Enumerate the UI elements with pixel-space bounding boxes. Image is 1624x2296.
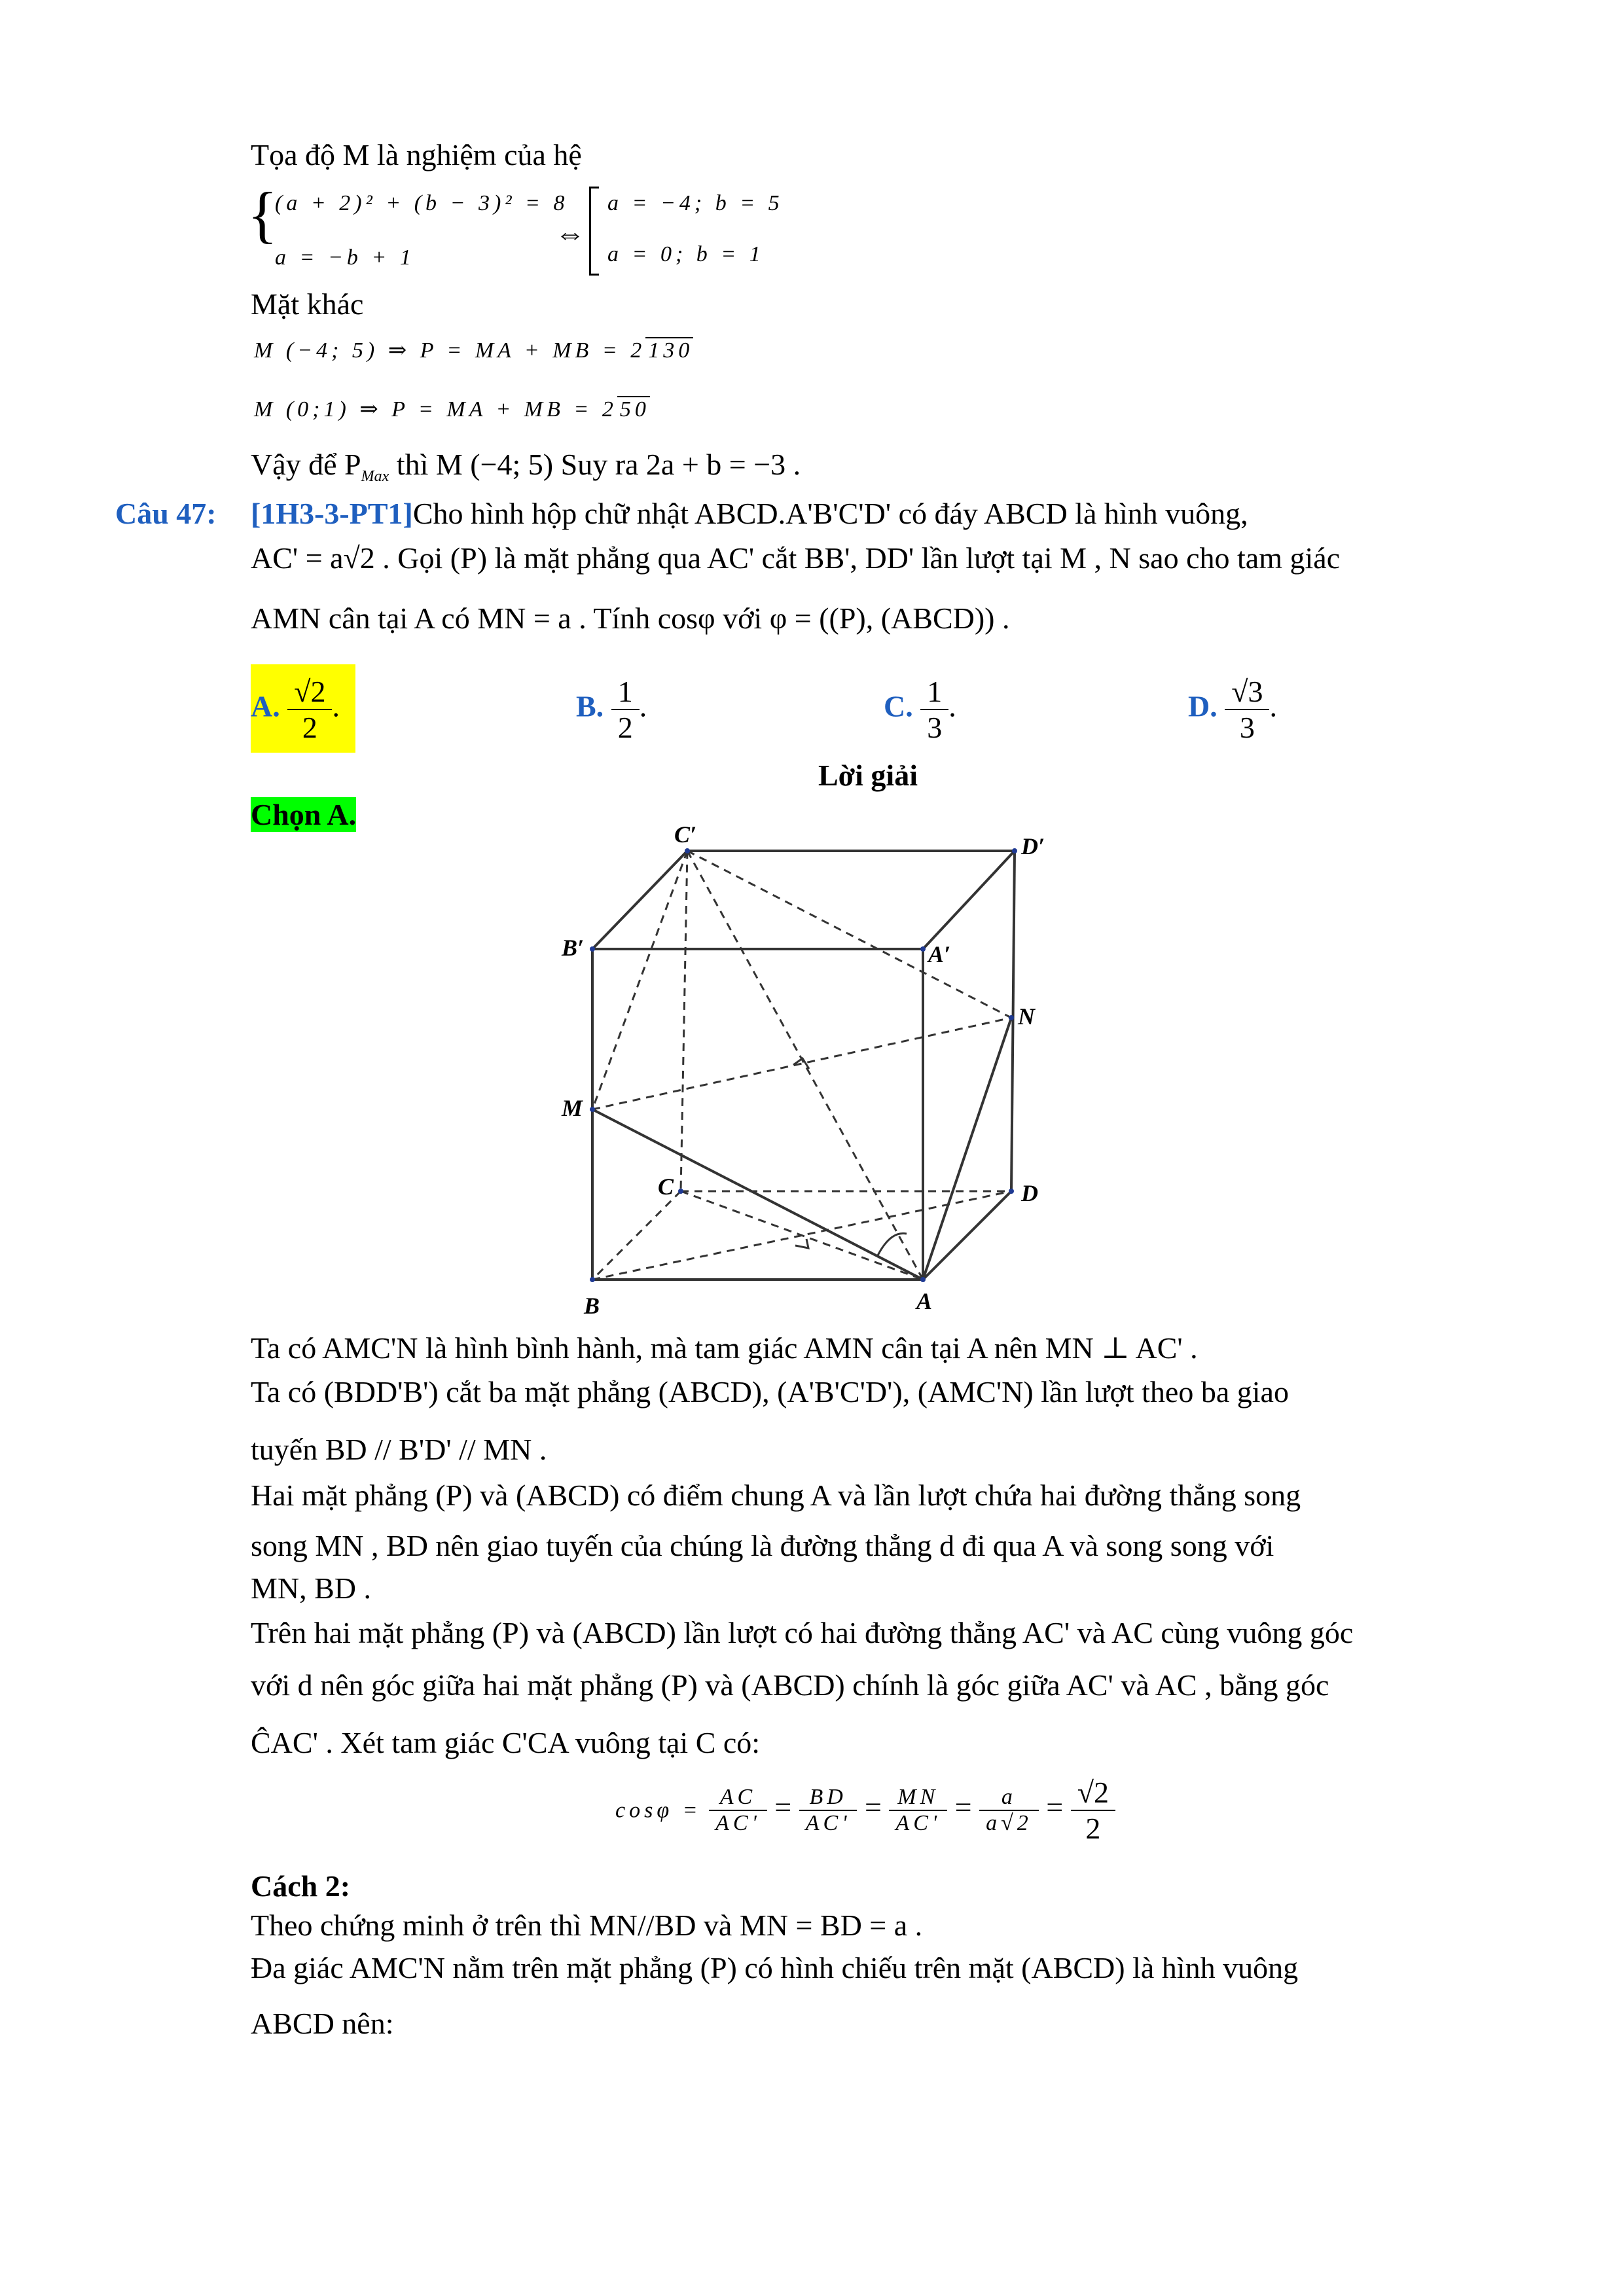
solution-1: a = −4; b = 5 bbox=[607, 191, 784, 215]
chosen-answer: Chọn A. bbox=[251, 798, 357, 831]
question-line-3: AMN cân tại A có MN = a . Tính cosφ với φ = ((P), (ABCD)) . bbox=[251, 601, 1010, 635]
mat-khac: Mặt khác bbox=[251, 287, 364, 321]
body-p4b: với d nên góc giữa hai mặt phẳng (P) và (ABCD) chính là góc giữa AC' và AC , bằng góc bbox=[251, 1668, 1329, 1702]
label-n: N bbox=[1018, 1003, 1035, 1030]
answer-c[interactable]: C. $\frac{1}{3}$ . bbox=[884, 675, 956, 744]
case-m1: M (−4; 5) ⇒ P = MA + MB = 2 130 bbox=[254, 338, 694, 363]
label-b-prime: B′ bbox=[562, 935, 585, 961]
label-a-prime: A′ bbox=[928, 941, 951, 967]
system-eq1: (a + 2)² + (b − 3)² = 8 bbox=[275, 191, 569, 215]
method-2-line-1: Theo chứng minh ở trên thì MN//BD và MN = BD = a . bbox=[251, 1909, 923, 1942]
method-2-line-2: Đa giác AMC'N nằm trên mặt phẳng (P) có hình chiếu trên mặt (ABCD) là hình vuông bbox=[251, 1951, 1299, 1984]
label-c: C bbox=[658, 1174, 674, 1200]
method-2-title: Cách 2: bbox=[251, 1869, 351, 1903]
question-line-2: AC' = a√2 . Gọi (P) là mặt phẳng qua AC' cắt BB', DD' lần lượt tại M , N sao cho tam giác bbox=[251, 541, 1341, 575]
cos-formula: cosφ = $\frac{AC}{AC'}$ = $\frac{BD}{AC'}$ = $\frac{MN}{AC'}$ = $\frac{a}{a√2}$ = $\frac{√2}{2}$ bbox=[615, 1775, 1115, 1846]
system-brace: { bbox=[247, 179, 278, 249]
body-p3b: song MN , BD nên giao tuyến của chúng là đường thẳng d đi qua A và song song với bbox=[251, 1529, 1274, 1562]
body-p1: Ta có AMC'N là hình bình hành, mà tam giác AMN cân tại A nên MN ⊥ AC' . bbox=[251, 1331, 1198, 1365]
answer-d[interactable]: D. $\frac{√3}{3}$ . bbox=[1188, 675, 1277, 744]
method-2-line-3: ABCD nên: bbox=[251, 2007, 394, 2040]
system-eq2: a = −b + 1 bbox=[275, 245, 415, 270]
question-label: Câu 47: bbox=[115, 497, 217, 530]
label-d: D bbox=[1021, 1180, 1038, 1206]
intro-line: Tọa độ M là nghiệm của hệ bbox=[251, 138, 582, 171]
case-m2: M (0;1) ⇒ P = MA + MB = 2 50 bbox=[254, 397, 650, 422]
body-p2a: Ta có (BDD'B') cắt ba mặt phẳng (ABCD), (A'B'C'D'), (AMC'N) lần lượt theo ba giao bbox=[251, 1375, 1289, 1408]
question-line-1: [1H3-3-PT1]Cho hình hộp chữ nhật ABCD.A'B'C'D' có đáy ABCD là hình vuông, bbox=[251, 497, 1248, 530]
solution-title: Lời giải bbox=[818, 759, 918, 792]
conclusion-line: Vậy để $P_{Max}$ thì M (−4; 5) Suy ra 2a + b = −3 . bbox=[251, 448, 801, 486]
answer-a[interactable]: A. $\frac{√2}{2}$ . bbox=[251, 675, 340, 744]
answer-b[interactable]: B. $\frac{1}{2}$ . bbox=[576, 675, 647, 744]
label-m: M bbox=[562, 1095, 583, 1121]
body-p4c: ĈAC' . Xét tam giác C'CA vuông tại C có: bbox=[251, 1726, 761, 1759]
solution-2: a = 0; b = 1 bbox=[607, 242, 765, 266]
label-a: A bbox=[916, 1288, 933, 1314]
solution-bracket bbox=[589, 187, 599, 276]
body-p2b: tuyến BD // B'D' // MN . bbox=[251, 1433, 547, 1466]
box-figure bbox=[550, 821, 1074, 1325]
label-d-prime: D′ bbox=[1021, 833, 1045, 859]
body-p3a: Hai mặt phẳng (P) và (ABCD) có điểm chung A và lần lượt chứa hai đường thẳng song bbox=[251, 1479, 1301, 1512]
equiv-sign: ⇔ bbox=[555, 217, 585, 250]
label-b: B bbox=[584, 1293, 600, 1319]
body-p3c: MN, BD . bbox=[251, 1571, 372, 1605]
body-p4a: Trên hai mặt phẳng (P) và (ABCD) lần lượt có hai đường thẳng AC' và AC cùng vuông góc bbox=[251, 1616, 1354, 1649]
label-c-prime: C′ bbox=[674, 821, 697, 848]
